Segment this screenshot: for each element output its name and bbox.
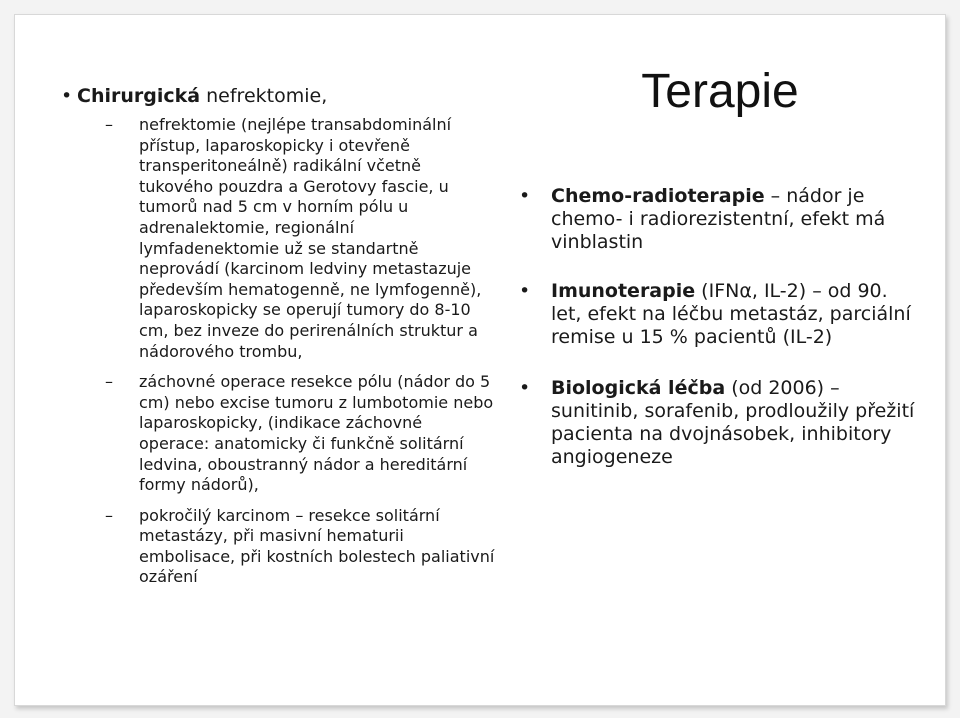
- surgery-heading-bold: Chirurgická: [77, 85, 201, 107]
- bullet: •: [519, 377, 531, 399]
- list-item: [105, 115, 497, 362]
- left-column: [61, 85, 497, 588]
- page-title: Terapie: [641, 65, 799, 118]
- list-item: [105, 372, 497, 496]
- bullet: •: [519, 185, 531, 207]
- bullet: •: [519, 280, 531, 302]
- list-item: [105, 505, 497, 588]
- therapy-item-label: Chemo-radioterapie: [551, 185, 765, 207]
- surgery-heading: [61, 85, 497, 108]
- surgery-heading-rest: nefrektomie,: [200, 85, 328, 107]
- therapy-item-immuno: [519, 280, 915, 349]
- list-item-text: pokročilý karcinom – resekce solitární metastázy, při masivní hematurii embolisace, při kostních bolestech paliativní ozáření: [139, 505, 495, 587]
- slide: [14, 14, 946, 706]
- dash: –: [105, 372, 113, 392]
- list-item-text: záchovné operace resekce pólu (nádor do 5 cm) nebo excise tumoru z lumbotomie nebo laparoskopicky, (indikace záchovné operace: anatomicky či funkčně solitární ledvina, oboustranný nádor a hereditární formy nádorů),: [139, 372, 494, 495]
- dash: –: [105, 505, 113, 525]
- list-item-text: nefrektomie (nejlépe transabdominální přístup, laparoskopicky i otevřeně transperitoneálně) radikální včetně tukového pouzdra a Gerotovy fascie, u tumorů nad 5 cm v horním pólu u adrenalektomie, regionální lymfadenektomie už se standartně neprovádí (karcinom ledviny metastazuje především hematogenně, ne lymfogenně), laparoskopicky se operují tumory do 8-10 cm, bez inveze do perirenálních struktur a nádorového trombu,: [139, 115, 482, 361]
- therapy-item-label: Biologická léčba: [551, 377, 726, 399]
- therapy-item-label: Imunoterapie: [551, 280, 696, 302]
- right-column: [505, 65, 915, 469]
- therapy-item-text: (IFNα, IL-2) – od 90. let, efekt na léčbu metastáz, parciální remise u 15 % pacientů (IL-2): [551, 280, 911, 348]
- bullet: •: [61, 85, 73, 107]
- dash: –: [105, 115, 113, 134]
- therapy-item-biological: [519, 377, 915, 469]
- therapy-item-text: – nádor je chemo- i radiorezistentní, efekt má vinblastin: [551, 185, 886, 253]
- therapy-item-chemo: [519, 185, 915, 254]
- therapy-item-text: (od 2006) – sunitinib, sorafenib, prodloužily přežití pacienta na dvojnásobek, inhibitory angiogeneze: [551, 377, 915, 468]
